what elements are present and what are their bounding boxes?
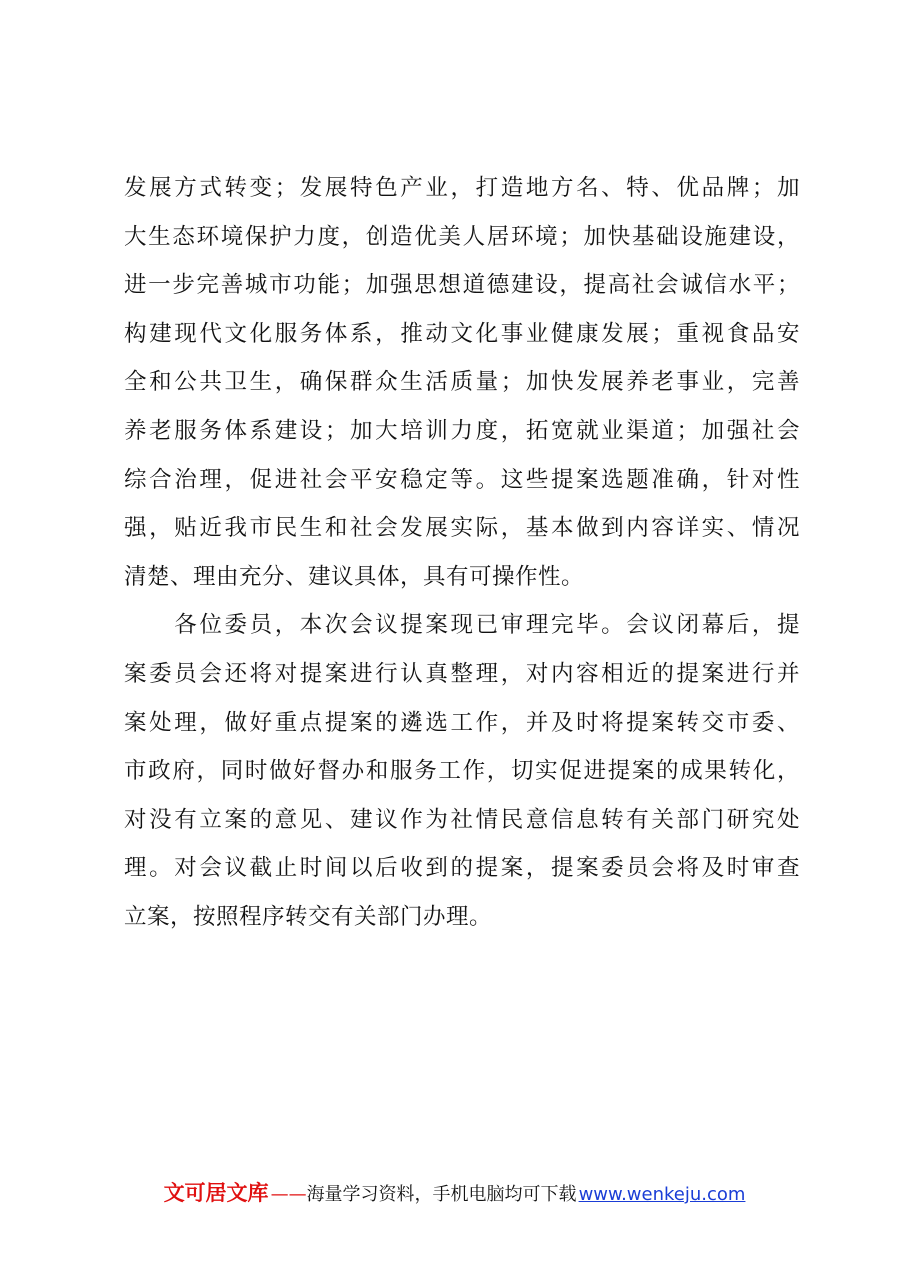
text-line: 案委员会还将对提案进行认真整理，对内容相近的提案进行并	[124, 660, 800, 687]
footer-brand: 文可居文库	[163, 1181, 269, 1205]
text-line: 清楚、理由充分、建议具体，具有可操作性。	[124, 563, 585, 590]
text-line: 大生态环境保护力度，创造优美人居环境；加快基础设施建设，	[124, 223, 800, 250]
text-line: 各位委员，本次会议提案现已审理完毕。会议闭幕后，提	[124, 612, 800, 639]
paragraph-1	[124, 164, 800, 601]
paragraph-2	[124, 601, 800, 941]
footer-dash: ——	[270, 1184, 307, 1205]
text-line: 构建现代文化服务体系，推动文化事业健康发展；重视食品安	[124, 320, 800, 347]
document-body	[124, 164, 800, 942]
footer-website-link[interactable]: www.wenkeju.com	[578, 1184, 746, 1205]
footer-slogan: 海量学习资料，手机电脑均可下载	[306, 1184, 577, 1205]
text-line: 市政府，同时做好督办和服务工作，切实促进提案的成果转化，	[124, 758, 800, 785]
text-line: 对没有立案的意见、建议作为社情民意信息转有关部门研究处	[124, 806, 800, 833]
text-line: 强，贴近我市民生和社会发展实际，基本做到内容详实、情况	[124, 515, 800, 542]
text-line: 发展方式转变；发展特色产业，打造地方名、特、优品牌；加	[124, 175, 800, 201]
text-line: 全和公共卫生，确保群众生活质量；加快发展养老事业，完善	[124, 369, 800, 396]
text-line: 立案，按照程序转交有关部门办理。	[124, 903, 493, 930]
footer-banner	[0, 1178, 909, 1210]
text-line: 案处理，做好重点提案的遴选工作，并及时将提案转交市委、	[124, 709, 800, 736]
text-line: 理。对会议截止时间以后收到的提案，提案委员会将及时审查	[124, 855, 800, 882]
text-line: 养老服务体系建设；加大培训力度，拓宽就业渠道；加强社会	[124, 417, 800, 444]
text-line: 综合治理，促进社会平安稳定等。这些提案选题准确，针对性	[124, 466, 800, 493]
text-line: 进一步完善城市功能；加强思想道德建设，提高社会诚信水平；	[124, 272, 800, 299]
